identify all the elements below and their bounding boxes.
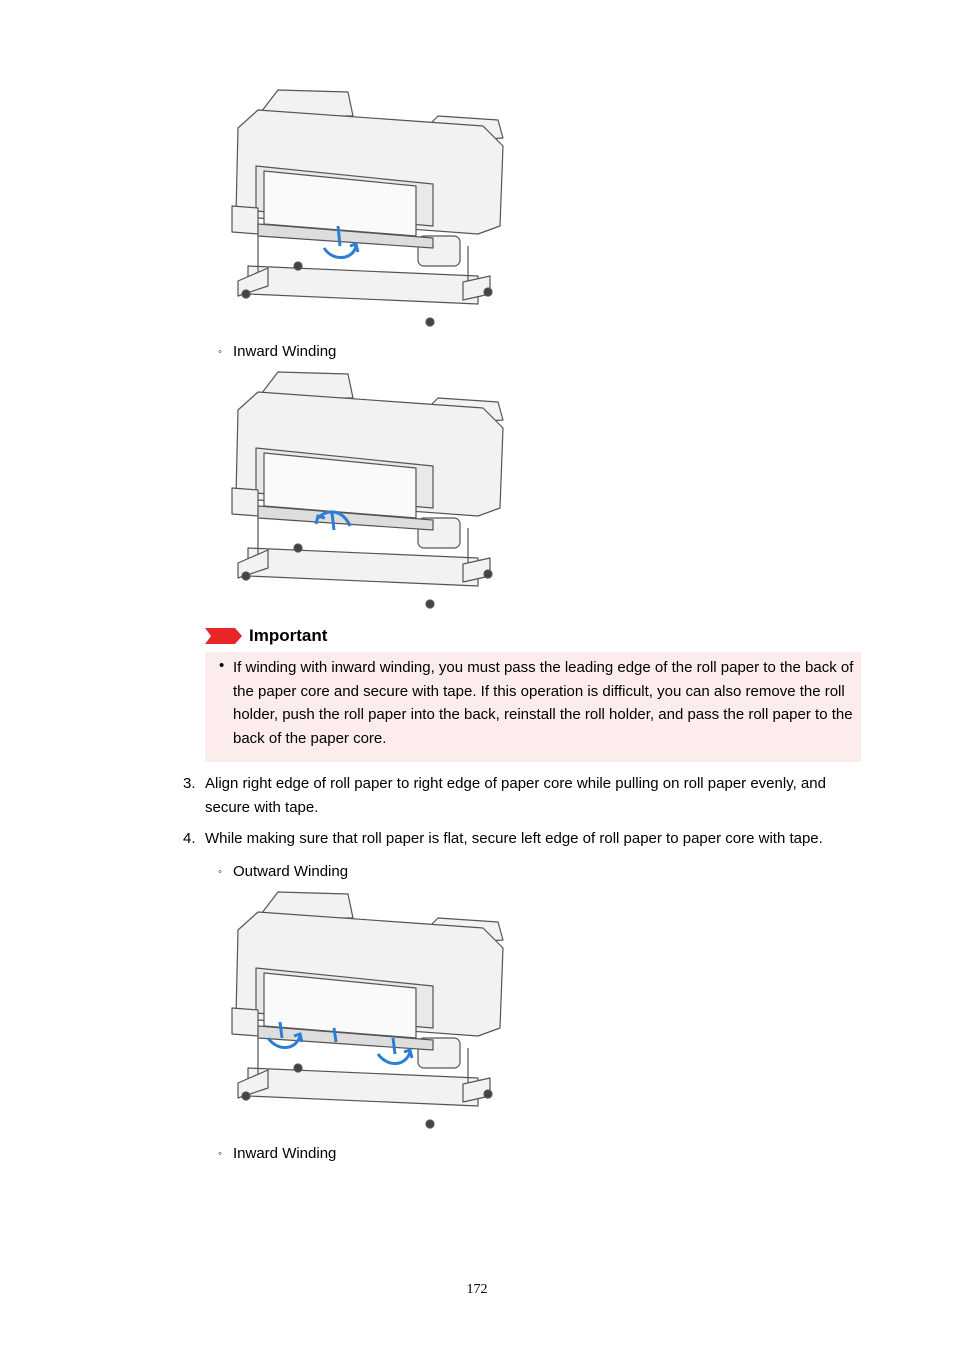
printer-illustration — [228, 888, 510, 1132]
important-note-box — [205, 652, 861, 762]
subitem-label: Inward Winding — [233, 343, 337, 360]
hollow-bullet-icon: ◦ — [218, 1148, 222, 1160]
step-text: While making sure that roll paper is flat, secure left edge of roll paper to paper core with tape. — [205, 830, 823, 847]
printer-figure-1 — [228, 86, 510, 330]
printer-figure-3 — [228, 888, 510, 1132]
step-number: 3. — [183, 775, 196, 792]
subitem-inward-winding-1 — [218, 343, 336, 361]
hollow-bullet-icon: ◦ — [218, 346, 222, 358]
important-chevrons-icon — [205, 628, 243, 644]
important-header — [205, 625, 327, 647]
important-text: If winding with inward winding, you must pass the leading edge of the roll paper to the back of the paper core and secure with tape. If this operation is difficult, you can also remove the roll holder, push the roll paper into the back, reinstall the roll holder, and pass the roll paper to the back of the paper core. — [233, 659, 854, 747]
bullet-icon: • — [219, 657, 225, 674]
step-text: Align right edge of roll paper to right edge of paper core while pulling on roll paper evenly, and secure with tape. — [205, 775, 826, 816]
page-number: 172 — [466, 1282, 488, 1297]
printer-illustration — [228, 368, 510, 612]
hollow-bullet-icon: ◦ — [218, 866, 222, 878]
step-number: 4. — [183, 830, 196, 847]
subitem-outward-winding — [218, 863, 348, 881]
subitem-label: Inward Winding — [233, 1145, 337, 1162]
subitem-inward-winding-2 — [218, 1145, 336, 1163]
printer-illustration — [228, 86, 510, 330]
printer-figure-2 — [228, 368, 510, 612]
important-title: Important — [249, 626, 328, 645]
subitem-label: Outward Winding — [233, 863, 349, 880]
